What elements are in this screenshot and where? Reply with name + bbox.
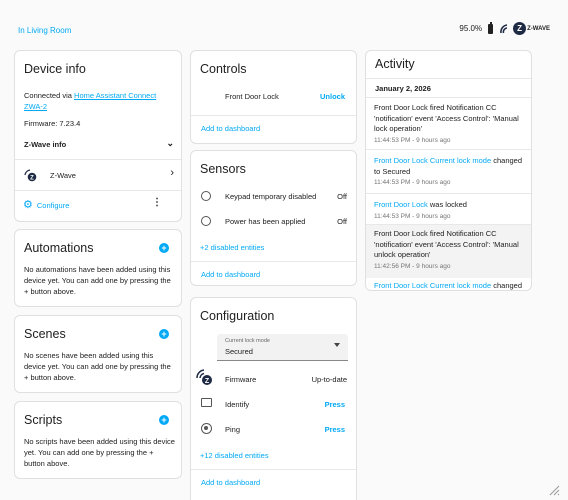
chevron-right-icon: › xyxy=(170,167,174,179)
activity-date: January 2, 2026 xyxy=(375,84,431,93)
lock-mode-select-value: Secured xyxy=(225,347,253,356)
zwave-logo-text: Z-WAVE xyxy=(527,25,550,32)
activity-item-partial xyxy=(366,279,531,291)
zwave-badge-icon: Z xyxy=(513,22,526,35)
sensors-card xyxy=(190,150,357,286)
add-script-button[interactable]: + xyxy=(159,415,169,425)
divider xyxy=(191,469,356,470)
connected-via xyxy=(24,90,174,112)
divider xyxy=(366,193,531,194)
scenes-title: Scenes xyxy=(24,327,66,341)
activity-item xyxy=(366,196,531,226)
scripts-empty-text: No scripts have been added using this device yet. You can add one by pressing the + button above. xyxy=(24,437,175,468)
activity-item-text: Front Door Lock fired Notification CC 'notification' event 'Access Control': 'Manual unlock operation' xyxy=(374,229,519,259)
zwave-info-expander[interactable] xyxy=(24,139,174,150)
svg-text:Z: Z xyxy=(204,377,210,385)
zwave-logo xyxy=(499,22,550,35)
radio-button-icon xyxy=(201,191,211,201)
scripts-title: Scripts xyxy=(24,413,63,427)
integration-zwave-row[interactable] xyxy=(24,169,174,183)
ping-press-button[interactable]: Press xyxy=(324,425,345,434)
breadcrumb[interactable]: In Living Room xyxy=(18,26,72,35)
scenes-card xyxy=(14,315,182,393)
connected-via-link[interactable]: Home Assistant Connect ZWA-2 xyxy=(24,91,157,111)
more-vert-icon[interactable]: ⋮ xyxy=(152,197,162,208)
firmware-update-icon xyxy=(196,368,214,386)
unlock-button[interactable]: Unlock xyxy=(319,92,345,101)
sensors-add-to-dashboard[interactable]: Add to dashboard xyxy=(201,270,261,279)
integration-label: Z-Wave xyxy=(50,171,76,180)
crosshair-icon xyxy=(201,423,212,434)
activity-title: Activity xyxy=(375,57,415,71)
add-scene-button[interactable]: + xyxy=(159,329,169,339)
firmware-state: Up-to-date xyxy=(311,375,347,384)
configuration-card xyxy=(190,297,357,500)
zwave-signal-icon xyxy=(499,23,509,35)
controls-title: Controls xyxy=(200,62,247,76)
scripts-card xyxy=(14,401,182,479)
activity-item-time: 11:44:53 PM - 9 hours ago xyxy=(374,179,451,186)
zwave-info-label: Z-Wave info xyxy=(24,140,67,149)
controls-add-to-dashboard[interactable]: Add to dashboard xyxy=(201,124,261,133)
lock-entity-name[interactable]: Front Door Lock xyxy=(225,92,279,101)
resize-handle-icon[interactable] xyxy=(548,484,560,496)
identify-icon xyxy=(201,398,212,407)
activity-item xyxy=(366,152,531,193)
connected-via-label: Connected via xyxy=(24,91,75,100)
activity-item xyxy=(366,99,531,150)
activity-card xyxy=(365,50,532,291)
activity-item-time: 11:42:56 PM - 9 hours ago xyxy=(374,262,451,270)
controls-card xyxy=(190,50,357,144)
firmware-version: Firmware: 7.23.4 xyxy=(24,119,81,128)
lock-mode-select-label: Current lock mode xyxy=(225,338,270,344)
automations-empty-text: No automations have been added using this device yet. You can add one by pressing the + button above. xyxy=(24,265,171,296)
activity-item-text: Front Door Lock fired Notification CC 'notification' event 'Access Control': 'Manual lock operation' xyxy=(374,103,519,133)
divider xyxy=(15,190,181,191)
activity-item-text: changed to Secured xyxy=(374,156,523,176)
identify-press-button[interactable]: Press xyxy=(324,400,345,409)
configure-label: Configure xyxy=(36,200,70,210)
device-info-title: Device info xyxy=(24,62,86,76)
configure-button[interactable] xyxy=(23,198,69,212)
battery-icon xyxy=(488,24,493,34)
activity-item-text: was locked xyxy=(427,200,467,209)
activity-item-time: 11:44:53 PM - 9 hours ago xyxy=(374,136,451,144)
configuration-title: Configuration xyxy=(200,309,275,323)
device-info-card xyxy=(14,50,182,222)
add-automation-button[interactable]: + xyxy=(159,243,169,253)
configuration-disabled-entities-link[interactable]: +12 disabled entities xyxy=(200,451,269,460)
sensor-keypad-disabled-state: Off xyxy=(337,192,347,201)
radio-button-icon xyxy=(201,216,211,226)
sensor-power-applied-label[interactable]: Power has been applied xyxy=(225,217,306,226)
activity-item-time: 11:44:53 PM - 9 hours ago xyxy=(374,212,451,220)
activity-item-link[interactable]: Front Door Lock Current lock mode xyxy=(374,156,492,165)
sensor-power-applied-state: Off xyxy=(337,217,347,226)
activity-item-link[interactable]: Front Door Lock xyxy=(374,200,428,209)
ping-label[interactable]: Ping xyxy=(225,425,241,434)
battery-level: 95.0% xyxy=(459,24,483,33)
dropdown-arrow-icon xyxy=(334,343,340,347)
automations-title: Automations xyxy=(24,241,94,255)
activity-item-link[interactable]: Front Door Lock Current lock mode xyxy=(374,281,492,290)
sensors-title: Sensors xyxy=(200,162,246,176)
gear-icon: ⚙ xyxy=(23,198,33,211)
chevron-down-icon: ⌄ xyxy=(166,138,174,148)
activity-item-text: changed xyxy=(491,281,523,290)
zwave-integration-icon xyxy=(24,169,37,182)
firmware-label[interactable]: Firmware xyxy=(225,375,257,384)
header-status xyxy=(459,22,550,35)
svg-text:Z: Z xyxy=(30,175,34,182)
divider xyxy=(191,261,356,262)
automations-card xyxy=(14,229,182,307)
activity-item-highlighted xyxy=(366,225,531,278)
sensors-disabled-entities-link[interactable]: +2 disabled entities xyxy=(200,243,265,252)
divider xyxy=(366,97,531,98)
divider xyxy=(366,78,531,79)
scenes-empty-text: No scenes have been added using this device yet. You can add one by pressing the + button above. xyxy=(24,351,171,382)
identify-label[interactable]: Identify xyxy=(225,400,250,409)
configuration-add-to-dashboard[interactable]: Add to dashboard xyxy=(201,478,261,487)
divider xyxy=(15,159,181,160)
divider xyxy=(366,149,531,150)
lock-mode-select[interactable] xyxy=(217,334,348,361)
divider xyxy=(191,115,356,116)
sensor-keypad-disabled-label[interactable]: Keypad temporary disabled xyxy=(225,192,317,201)
